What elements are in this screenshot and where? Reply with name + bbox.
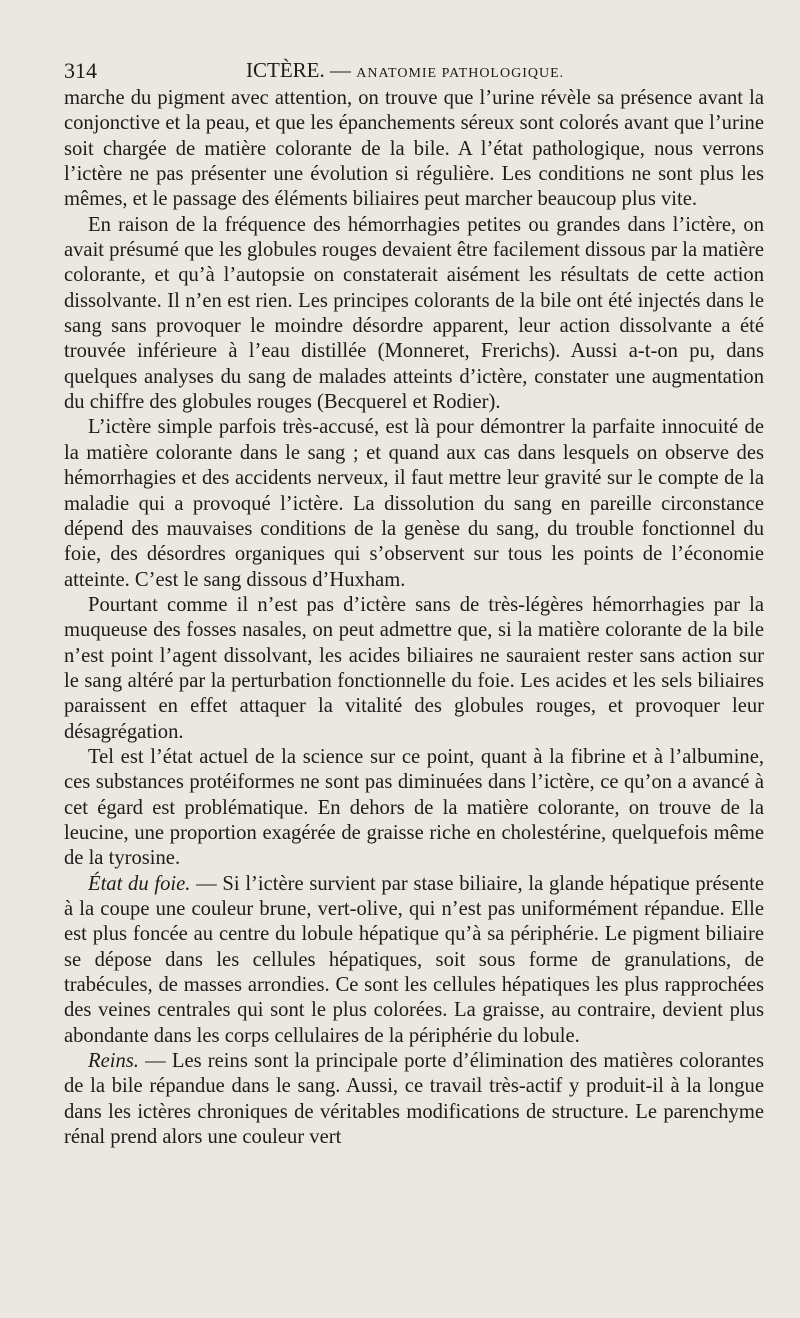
paragraph-continuation: marche du pigment avec attention, on trouve que l’urine révèle sa présence avant la conjonctive et la peau, et que les épanchements séreux sont colorés avant que l’urine soit chargée de matière colorante de la bile. A l’état pathologique, nous verrons l’ictère ne pas présenter une évolution si régulière. Les conditions ne sont plus les mêmes, et le passage des éléments biliaires peut marcher beaucoup plus vite.	[64, 87, 764, 211]
paragraph-etat-du-foie	[64, 872, 764, 1049]
paragraph-etat-science: Tel est l’état actuel de la science sur ce point, quant à la fibrine et à l’albumine, ces substances protéiformes ne sont pas diminuées dans l’ictère, ce qu’on a avancé à cet égard est problématique. En dehors de la matière colorante, on trouve de la leucine, une proportion exagérée de graisse riche en cholestérine, quelquefois même de la tyrosine.	[64, 745, 764, 870]
running-header	[64, 46, 764, 86]
section-title: ANATOMIE PATHOLOGIQUE.	[356, 66, 565, 81]
text-reins: — Les reins sont la principale porte d’élimination des matières colorantes de la bile répandue dans le sang. Aussi, ce travail très-actif y produit-il à la longue dans les ictères chroniques de véritables modifications de structure. Le parenchyme rénal prend alors une couleur vert	[64, 1050, 764, 1149]
paragraph-hemorrhagies: En raison de la fréquence des hémorrhagies petites ou grandes dans l’ictère, on avait présumé que les globules rouges devaient être facilement dissous par la matière colorante, et qu’à l’autopsie on constaterait aisément les résultats de cette action dissolvante. Il n’en est rien. Les principes colorants de la bile ont été injectés dans le sang sans provoquer le moindre désordre apparent, leur action dissolvante a été trouvée inférieure à l’eau distillée (Monneret, Frerichs). Aussi a-t-on pu, dans quelques analyses du sang de malades atteints d’ictère, constater une augmentation du chiffre des globules rouges (Becquerel et Rodier).	[64, 213, 764, 414]
title-dash: —	[324, 58, 357, 82]
paragraph-ictere-simple: L’ictère simple parfois très-accusé, est là pour démontrer la parfaite innocuité de la matière colorante dans le sang ; et quand aux cas dans lesquels on observe des hémorrhagies et des accidents nerveux, il faut mettre leur gravité sur le compte de la maladie qui a provoqué l’ictère. La dissolution du sang en pareille circonstance dépend des mauvaises conditions de la genèse du sang, du trouble fonctionnel du foie, des désordres organiques qui s’observent sur tous les points de l’économie atteinte. C’est le sang dissous d’Huxham.	[64, 416, 764, 591]
chapter-title: ICTÈRE.	[246, 58, 325, 82]
page-number: 314	[64, 58, 97, 83]
paragraph-reins	[64, 1049, 764, 1150]
heading-reins: Reins.	[88, 1050, 139, 1073]
running-title	[246, 58, 564, 83]
paragraph-acides-biliaires: Pourtant comme il n’est pas d’ictère sans de très-légères hémorrhagies par la muqueuse des fosses nasales, on peut admettre que, si la matière colorante de la bile n’est point l’agent dissolvant, les acides biliaires ne sauraient rester sans action sur le sang altéré par la perturbation fonctionnelle du foie. Les acides et les sels biliaires paraissent en effet attaquer la vitalité des globules rouges, et provoquer leur désagrégation.	[64, 593, 764, 743]
heading-etat-du-foie: État du foie.	[88, 872, 191, 895]
body-text	[64, 86, 764, 1150]
text-etat-du-foie: — Si l’ictère survient par stase biliaire, la glande hépatique présente à la coupe une couleur brune, vert-olive, qui n’est pas uniformément répandue. Elle est plus foncée au centre du lobule hépatique qu’à sa périphérie. Le pigment biliaire se dépose dans les cellules hépatiques, soit sous forme de granulations, de trabécules, de masses arrondies. Ce sont les cellules hépatiques les plus rapprochées des veines centrales qui sont le plus colorées. La graisse, au contraire, devient plus abondante dans les corps cellulaires de la périphérie du lobule.	[64, 872, 764, 1047]
